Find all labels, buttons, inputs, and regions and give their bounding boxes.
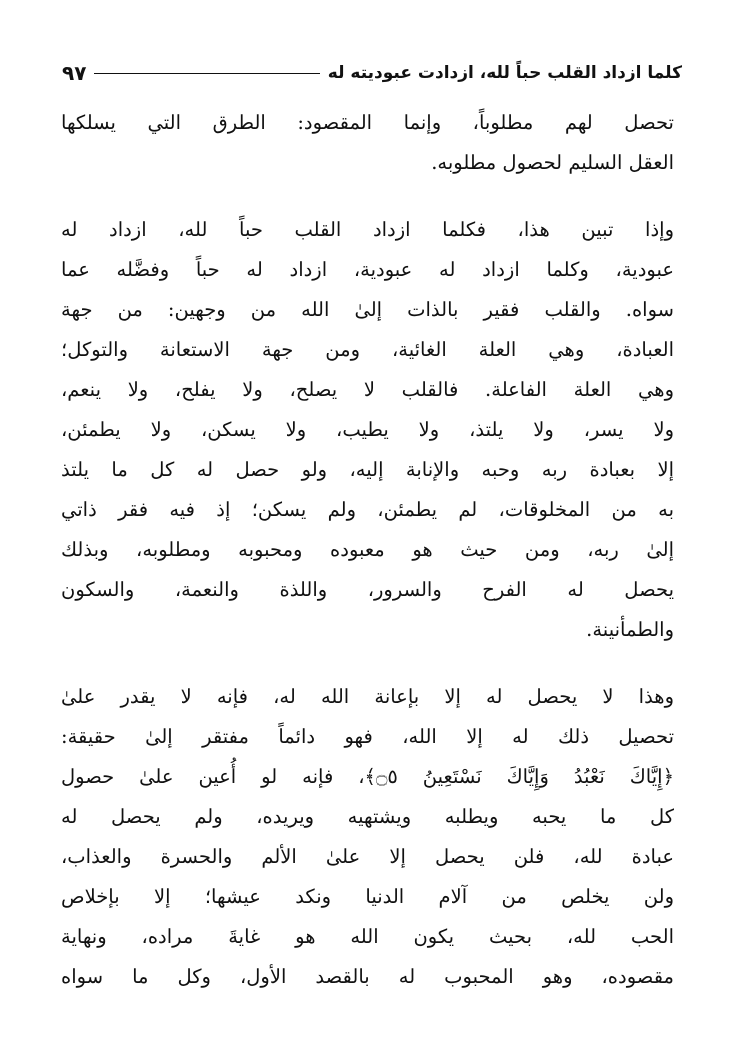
text-line: تحصيل ذلك له إلا الله، فهو دائماً مفتقر إلىٰ حقيقة: bbox=[61, 725, 674, 748]
text-line: ولن يخلص من آلام الدنيا ونكد عيشها؛ إلا بإخلاص bbox=[61, 885, 674, 908]
quran-verse-line: ﴿إِيَّاكَ نَعْبُدُ وَإِيَّاكَ نَسْتَعِينُ ۝٥﴾، فإنه لو أُعين علىٰ حصول bbox=[61, 765, 674, 788]
text-line: به من المخلوقات، لم يطمئن، ولم يسكن؛ إذ فيه فقر ذاتي bbox=[61, 498, 674, 521]
text-line: والطمأنينة. bbox=[586, 618, 674, 641]
text-line: تحصل لهم مطلوباً، وإنما المقصود: الطرق التي يسلكها bbox=[61, 111, 674, 134]
running-title: كلما ازداد القلب حباً لله، ازدادت عبوديته له bbox=[327, 63, 682, 83]
text-line: يحصل له الفرح والسرور، واللذة والنعمة، والسكون bbox=[61, 578, 674, 601]
text-line: العقل السليم لحصول مطلوبه. bbox=[431, 151, 674, 174]
text-line: وهذا لا يحصل له إلا بإعانة الله له، فإنه لا يقدر علىٰ bbox=[61, 685, 674, 708]
text-line: كل ما يحبه ويطلبه ويشتهيه ويريده، ولم يحصل له bbox=[61, 805, 674, 828]
text-line: سواه. والقلب فقير بالذات إلىٰ الله من وجهين: من جهة bbox=[61, 298, 674, 321]
text-line: إلا بعبادة ربه وحبه والإنابة إليه، ولو حصل له كل ما يلتذ bbox=[61, 458, 674, 481]
text-line: عبودية، وكلما ازداد له عبودية، ازداد له حباً وفضَّله عما bbox=[61, 258, 674, 281]
text-line: مقصوده، وهو المحبوب له بالقصد الأول، وكل ما سواه bbox=[61, 965, 674, 988]
page-header bbox=[62, 55, 682, 91]
text-line: وهي العلة الفاعلة. فالقلب لا يصلح، ولا يفلح، ولا ينعم، bbox=[61, 378, 674, 401]
page-number: ٩٧ bbox=[62, 61, 87, 85]
header-rule bbox=[94, 73, 319, 74]
text-line: العبادة، وهي العلة الغائية، ومن جهة الاستعانة والتوكل؛ bbox=[61, 338, 674, 361]
text-line: ولا يسر، ولا يلتذ، ولا يطيب، ولا يسكن، ولا يطمئن، bbox=[61, 418, 674, 441]
text-line: عبادة لله، فلن يحصل إلا علىٰ الألم والحسرة والعذاب، bbox=[61, 845, 674, 868]
text-line: الحب لله، بحيث يكون الله هو غايةَ مراده، ونهاية bbox=[61, 925, 674, 948]
text-line: إلىٰ ربه، ومن حيث هو معبوده ومحبوبه ومطلوبه، وبذلك bbox=[61, 538, 674, 561]
text-line: وإذا تبين هذا، فكلما ازداد القلب حباً لله، ازداد له bbox=[61, 218, 674, 241]
